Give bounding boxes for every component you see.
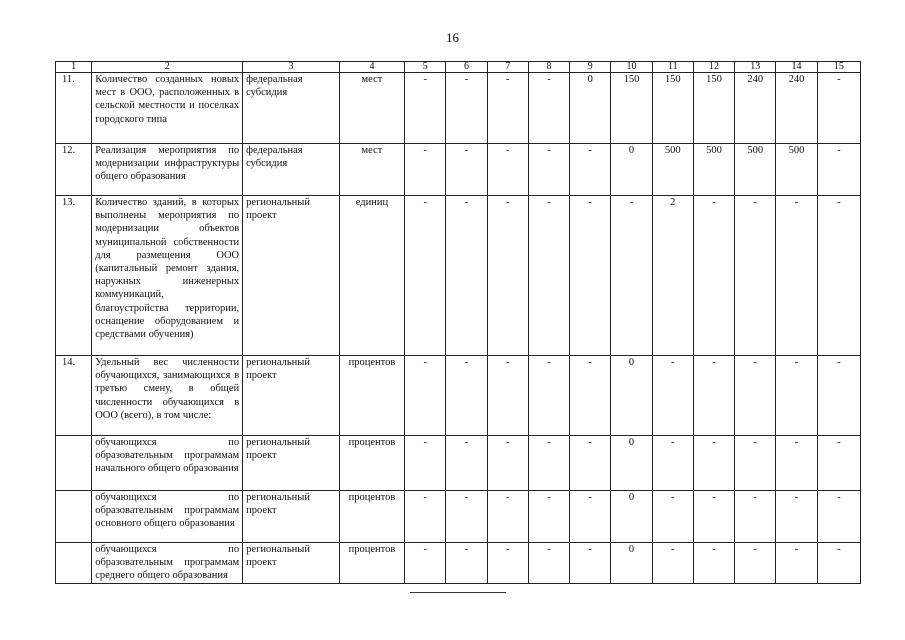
value-cell: - — [487, 73, 528, 144]
value-cell: - — [776, 491, 817, 543]
funding-source: федеральная субсидия — [243, 144, 340, 196]
column-header-8: 8 — [528, 62, 569, 73]
value-cell: - — [528, 436, 569, 491]
unit-of-measure: процентов — [339, 436, 404, 491]
value-cell: 500 — [776, 144, 817, 196]
column-header-9: 9 — [570, 62, 611, 73]
column-header-4: 4 — [339, 62, 404, 73]
value-cell: - — [817, 196, 860, 356]
value-cell: - — [817, 543, 860, 584]
value-cell: - — [570, 144, 611, 196]
indicator-name: Количество зданий, в которых выполнены мероприятия по модернизации объектов муниципальной собственности для размещения ООО (капитальный ремонт здания, наружных инженерных коммуникаций, благоустройства территории, оснащение оборудованием и средствами обучения) — [92, 196, 243, 356]
value-cell: - — [570, 543, 611, 584]
column-header-12: 12 — [693, 62, 734, 73]
column-header-10: 10 — [611, 62, 652, 73]
column-header-15: 15 — [817, 62, 860, 73]
value-cell: 0 — [611, 436, 652, 491]
funding-source: региональный проект — [243, 436, 340, 491]
table-row — [56, 144, 861, 196]
indicator-name: обучающихся по образовательным программам основного общего образования — [92, 491, 243, 543]
unit-of-measure: мест — [339, 144, 404, 196]
value-cell: - — [817, 73, 860, 144]
funding-source: федеральная субсидия — [243, 73, 340, 144]
value-cell: - — [817, 144, 860, 196]
value-cell: - — [405, 144, 446, 196]
value-cell: - — [570, 356, 611, 436]
value-cell: - — [446, 196, 487, 356]
value-cell: - — [570, 491, 611, 543]
value-cell: - — [487, 144, 528, 196]
value-cell: 0 — [611, 543, 652, 584]
column-header-6: 6 — [446, 62, 487, 73]
value-cell: - — [446, 356, 487, 436]
column-header-13: 13 — [735, 62, 776, 73]
value-cell: - — [735, 436, 776, 491]
funding-source: региональный проект — [243, 543, 340, 584]
value-cell: 0 — [570, 73, 611, 144]
value-cell: 500 — [693, 144, 734, 196]
value-cell: - — [652, 356, 693, 436]
value-cell: - — [817, 356, 860, 436]
value-cell: - — [693, 491, 734, 543]
indicator-name: Реализация мероприятия по модернизации инфраструктуры общего образования — [92, 144, 243, 196]
row-number — [56, 491, 92, 543]
column-header-14: 14 — [776, 62, 817, 73]
unit-of-measure: процентов — [339, 491, 404, 543]
value-cell: - — [693, 356, 734, 436]
value-cell: 0 — [611, 491, 652, 543]
column-header-7: 7 — [487, 62, 528, 73]
value-cell: - — [528, 543, 569, 584]
value-cell: 500 — [652, 144, 693, 196]
column-header-2: 2 — [92, 62, 243, 73]
value-cell: - — [405, 356, 446, 436]
column-header-1: 1 — [56, 62, 92, 73]
value-cell: - — [817, 491, 860, 543]
value-cell: - — [652, 491, 693, 543]
value-cell: - — [528, 73, 569, 144]
value-cell: - — [817, 436, 860, 491]
row-number — [56, 543, 92, 584]
value-cell: - — [735, 491, 776, 543]
value-cell: - — [652, 543, 693, 584]
indicator-name: Удельный вес численности обучающихся, занимающихся в третью смену, в общей численности обучающихся в ООО (всего), в том числе: — [92, 356, 243, 436]
value-cell: - — [446, 543, 487, 584]
value-cell: - — [570, 436, 611, 491]
value-cell: - — [776, 543, 817, 584]
value-cell: 150 — [652, 73, 693, 144]
row-number: 14. — [56, 356, 92, 436]
funding-source: региональный проект — [243, 356, 340, 436]
value-cell: - — [487, 196, 528, 356]
value-cell: - — [446, 144, 487, 196]
column-header-3: 3 — [243, 62, 340, 73]
value-cell: - — [776, 356, 817, 436]
value-cell: - — [693, 436, 734, 491]
unit-of-measure: единиц — [339, 196, 404, 356]
value-cell: - — [446, 491, 487, 543]
funding-source: региональный проект — [243, 491, 340, 543]
indicator-name: Количество созданных новых мест в ООО, расположенных в сельской местности и поселках городского типа — [92, 73, 243, 144]
value-cell: 0 — [611, 144, 652, 196]
footer-divider — [410, 592, 506, 593]
value-cell: - — [405, 436, 446, 491]
indicator-name: обучающихся по образовательным программам среднего общего образования — [92, 543, 243, 584]
value-cell: - — [735, 543, 776, 584]
page-number: 16 — [446, 30, 459, 45]
value-cell: - — [446, 73, 487, 144]
header-row — [56, 62, 861, 73]
value-cell: 240 — [735, 73, 776, 144]
unit-of-measure: процентов — [339, 356, 404, 436]
indicator-name: обучающихся по образовательным программам начального общего образования — [92, 436, 243, 491]
value-cell: - — [405, 491, 446, 543]
value-cell: - — [487, 436, 528, 491]
table-row — [56, 491, 861, 543]
value-cell: - — [528, 196, 569, 356]
table-row — [56, 196, 861, 356]
row-number: 11. — [56, 73, 92, 144]
value-cell: - — [735, 356, 776, 436]
unit-of-measure: мест — [339, 73, 404, 144]
value-cell: - — [446, 436, 487, 491]
table-row — [56, 436, 861, 491]
row-number: 13. — [56, 196, 92, 356]
value-cell: - — [611, 196, 652, 356]
value-cell: - — [405, 196, 446, 356]
value-cell: - — [693, 196, 734, 356]
funding-source: региональный проект — [243, 196, 340, 356]
value-cell: - — [693, 543, 734, 584]
indicators-table — [55, 61, 861, 584]
value-cell: - — [528, 144, 569, 196]
value-cell: 150 — [693, 73, 734, 144]
value-cell: - — [652, 436, 693, 491]
column-header-5: 5 — [405, 62, 446, 73]
value-cell: - — [570, 196, 611, 356]
value-cell: 0 — [611, 356, 652, 436]
value-cell: - — [405, 73, 446, 144]
row-number: 12. — [56, 144, 92, 196]
value-cell: - — [487, 543, 528, 584]
value-cell: - — [487, 356, 528, 436]
value-cell: - — [405, 543, 446, 584]
value-cell: 240 — [776, 73, 817, 144]
table-row — [56, 73, 861, 144]
value-cell: - — [776, 196, 817, 356]
value-cell: - — [735, 196, 776, 356]
row-number — [56, 436, 92, 491]
table-row — [56, 543, 861, 584]
value-cell: 500 — [735, 144, 776, 196]
value-cell: - — [528, 356, 569, 436]
value-cell: - — [528, 491, 569, 543]
value-cell: - — [776, 436, 817, 491]
column-header-11: 11 — [652, 62, 693, 73]
table-row — [56, 356, 861, 436]
unit-of-measure: процентов — [339, 543, 404, 584]
value-cell: - — [487, 491, 528, 543]
value-cell: 2 — [652, 196, 693, 356]
value-cell: 150 — [611, 73, 652, 144]
